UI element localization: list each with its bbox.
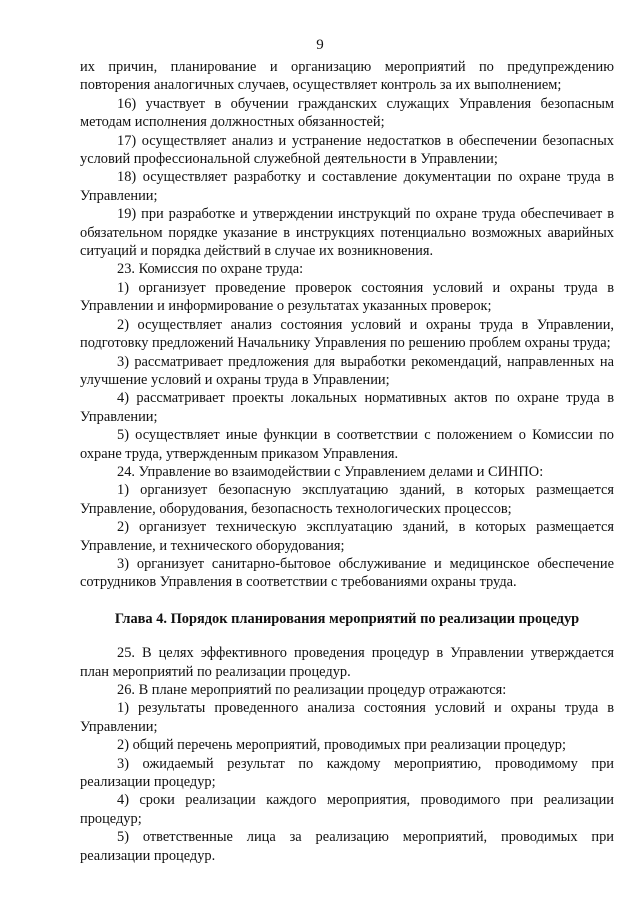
list-item: 3) организует санитарно-бытовое обслуживание и медицинское обеспечение сотрудников Управления в соответствии с требованиями охраны труда.	[80, 555, 614, 591]
section-clause: 23. Комиссия по охране труда:	[117, 261, 304, 278]
list-item: 16) участвует в обучении гражданских служащих Управления безопасным методам исполнения должностных обязанностей;	[80, 95, 614, 131]
list-item: 3) ожидаемый результат по каждому мероприятию, проводимому при реализации процедур;	[80, 755, 614, 791]
list-item: 2) осуществляет анализ состояния условий и охраны труда в Управлении, подготовку предложений Начальнику Управления по решению проблем охраны труда;	[80, 316, 614, 352]
list-item: 1) результаты проведенного анализа состояния условий и охраны труда в Управлении;	[80, 700, 614, 735]
list-item: 1) организует проведение проверок состояния условий и охраны труда в Управлении и информирование о результатах указанных проверок;	[80, 279, 614, 315]
list-item: 5) ответственные лица за реализацию мероприятий, проводимых при реализации процедур.	[80, 829, 614, 864]
chapter-heading: Глава 4. Порядок планирования мероприятий по реализации процедур	[114, 610, 580, 627]
list-item: 5) осуществляет иные функции в соответствии с положением о Комиссии по охране труда, утвержденным приказом Управления.	[80, 427, 614, 462]
section-clause: 25. В целях эффективного проведения процедур в Управлении утверждается план мероприятий по реализации процедур.	[80, 645, 614, 680]
list-item: 4) рассматривает проекты локальных нормативных актов по охране труда в Управлении;	[80, 390, 614, 425]
list-item: 18) осуществляет разработку и составление документации по охране труда в Управлении;	[80, 169, 614, 204]
page-number: 9	[316, 37, 324, 53]
section-clause: 24. Управление во взаимодействии с Управлением делами и СИНПО:	[117, 463, 544, 480]
list-item: 3) рассматривает предложения для выработки рекомендаций, направленных на улучшение условий и охраны труда в Управлении;	[80, 353, 614, 388]
list-item: 2) организует техническую эксплуатацию зданий, в которых размещается Управление, и технического оборудования;	[80, 519, 614, 554]
section-clause: 26. В плане мероприятий по реализации процедур отражаются:	[117, 682, 507, 698]
list-item: 17) осуществляет анализ и устранение недостатков в обеспечении безопасных условий профессиональной служебной деятельности в Управлении;	[80, 132, 614, 168]
list-item: 1) организует безопасную эксплуатацию зданий, в которых размещается Управление, оборудования, безопасность технологических процессов;	[80, 482, 614, 517]
paragraph: их причин, планирование и организацию мероприятий по предупреждению повторения аналогичных случаев, осуществляет контроль за их выполнением;	[80, 59, 614, 94]
list-item: 4) сроки реализации каждого мероприятия, проводимого при реализации процедур;	[80, 792, 614, 827]
list-item: 19) при разработке и утверждении инструкций по охране труда обеспечивает в обязательном порядке указание в инструкциях потенциально возможных аварийных ситуаций и порядка действий в случае их возникновения.	[80, 206, 614, 260]
list-item: 2) общий перечень мероприятий, проводимых при реализации процедур;	[117, 737, 566, 754]
document-body	[80, 58, 614, 865]
